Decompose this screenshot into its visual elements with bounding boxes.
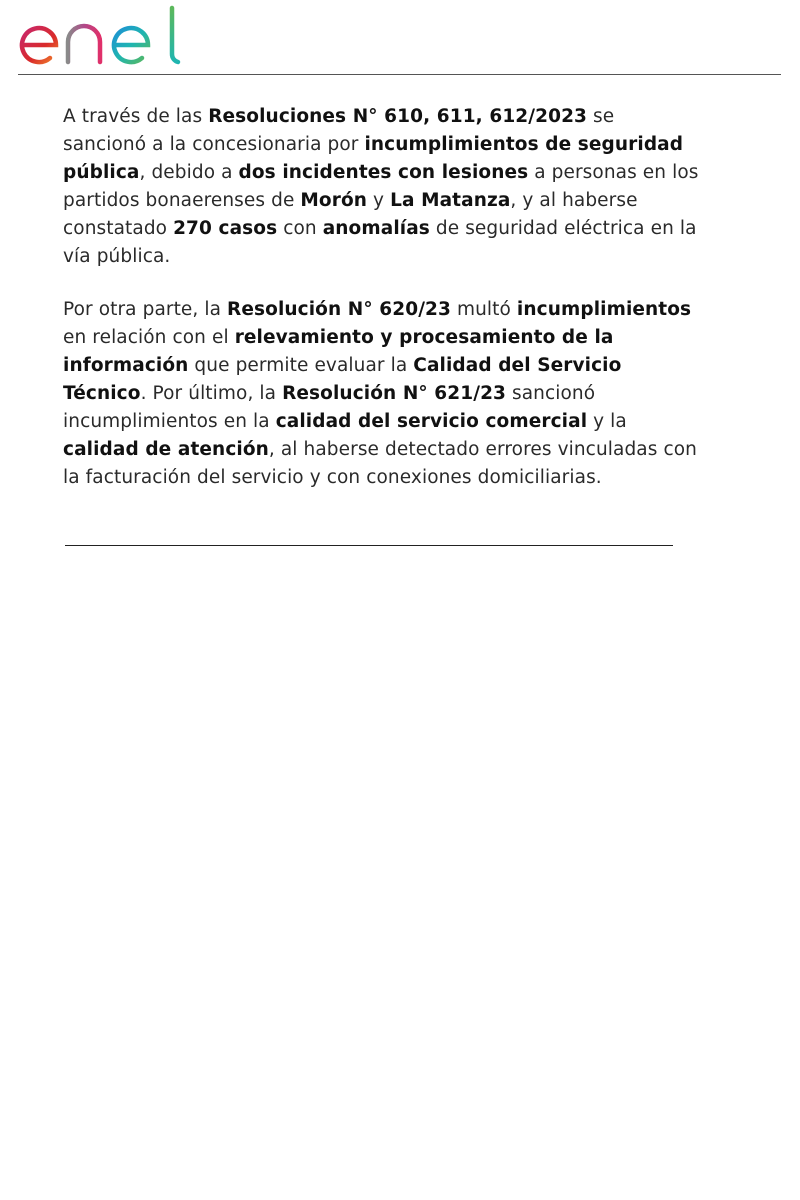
body-paragraph	[63, 103, 703, 271]
bold-text: anomalías	[322, 218, 430, 239]
paragraph-text: y la	[587, 411, 627, 432]
paragraph-text: . Por último, la	[140, 383, 283, 404]
bold-text: Morón	[300, 190, 368, 211]
enel-logo	[16, 4, 184, 68]
bold-text: Resolución N° 620/23	[227, 299, 451, 320]
paragraph-text: , debido a	[139, 162, 239, 183]
paragraph-text: que permite evaluar la	[188, 355, 414, 376]
paragraph-text: de seguridad eléctrica en la vía pública.	[63, 218, 697, 267]
header-divider	[18, 74, 781, 75]
document-body	[63, 103, 703, 517]
bold-text: calidad de atención	[63, 439, 269, 460]
bold-text: Resoluciones N° 610, 611, 612/2023	[208, 106, 588, 127]
paragraph-text: en relación con el	[63, 327, 235, 348]
paragraph-text: se sancionó a la concesionaria por	[63, 106, 615, 155]
paragraph-text: multó	[451, 299, 517, 320]
bold-text: incumplimientos	[516, 299, 692, 320]
bold-text: dos incidentes con lesiones	[238, 162, 529, 183]
paragraph-text: con	[277, 218, 323, 239]
bold-text: relevamiento y procesamiento de la información	[63, 327, 614, 376]
bold-text: La Matanza	[390, 190, 511, 211]
bold-text: calidad del servicio comercial	[275, 411, 588, 432]
page-header	[0, 0, 800, 76]
body-paragraph	[63, 296, 703, 492]
bold-text: Calidad del Servicio Técnico	[63, 355, 622, 404]
paragraph-text: A través de las	[63, 106, 209, 127]
paragraph-text: , y al haberse constatado	[63, 190, 638, 239]
paragraph-text: y	[367, 190, 391, 211]
paragraph-text: Por otra parte, la	[63, 299, 228, 320]
bold-text: Resolución N° 621/23	[282, 383, 507, 404]
enel-logo-icon	[16, 4, 184, 68]
bold-text: incumplimientos de seguridad pública	[63, 134, 684, 183]
paragraph-text: a personas en los partidos bonaerenses de	[63, 162, 699, 211]
paragraph-text: , al haberse detectado errores vinculadas con la facturación del servicio y con conexiones domiciliarias.	[63, 439, 697, 488]
bold-text: 270 casos	[173, 218, 278, 239]
paragraph-text: sancionó incumplimientos en la	[63, 383, 596, 432]
section-divider	[65, 545, 673, 546]
